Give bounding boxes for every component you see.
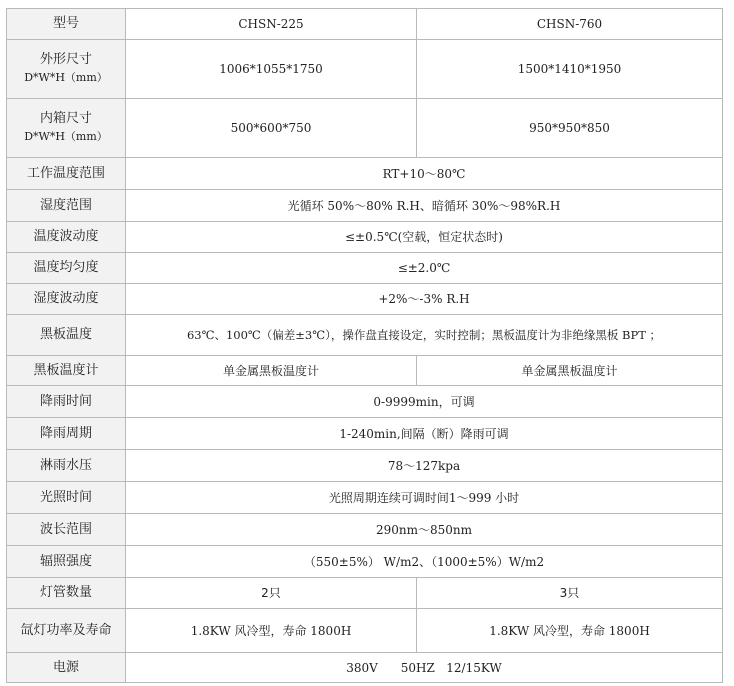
work-temp-range-value: RT+10～80℃ — [126, 158, 723, 190]
xenon-power-label: 氙灯功率及寿命 — [7, 609, 126, 653]
model-a-name: CHSN-225 — [126, 9, 417, 40]
rain-time-label: 降雨时间 — [7, 386, 126, 418]
wavelength-range-value: 290nm～850nm — [126, 514, 723, 546]
lamp-count-value-a: 2只 — [126, 578, 417, 609]
power-supply-value: 380V 50HZ 12/15KW — [126, 653, 723, 683]
table-row — [7, 609, 723, 653]
rain-pressure-value: 78～127kpa — [126, 450, 723, 482]
table-row — [7, 418, 723, 450]
model-b-name: CHSN-760 — [417, 9, 723, 40]
table-row — [7, 284, 723, 315]
table-row — [7, 450, 723, 482]
black-panel-temp-value: 63℃、100℃（偏差±3℃），操作盘直接设定，实时控制；黑板温度计为非绝缘黑板 BPT ； — [126, 315, 723, 356]
table-row — [7, 158, 723, 190]
outer-size-label-title: 外形尺寸 — [39, 52, 92, 67]
temp-fluctuation-label: 温度波动度 — [7, 222, 126, 253]
table-row — [7, 482, 723, 514]
table-row — [7, 253, 723, 284]
rain-cycle-value: 1-240min,间隔（断）降雨可调 — [126, 418, 723, 450]
light-time-label: 光照时间 — [7, 482, 126, 514]
spec-table-wrapper — [6, 8, 722, 683]
table-header-row — [7, 9, 723, 40]
irradiance-label: 辐照强度 — [7, 546, 126, 578]
humidity-fluctuation-label: 湿度波动度 — [7, 284, 126, 315]
table-row — [7, 99, 723, 158]
lamp-count-label: 灯管数量 — [7, 578, 126, 609]
wavelength-range-label: 波长范围 — [7, 514, 126, 546]
outer-size-value-a: 1006*1055*1750 — [126, 40, 417, 99]
temp-uniformity-label: 温度均匀度 — [7, 253, 126, 284]
work-temp-range-label: 工作温度范围 — [7, 158, 126, 190]
rain-time-value: 0-9999min，可调 — [126, 386, 723, 418]
humidity-range-label: 湿度范围 — [7, 190, 126, 222]
inner-size-value-a: 500*600*750 — [126, 99, 417, 158]
table-row — [7, 315, 723, 356]
light-time-value: 光照周期连续可调时间1～999 小时 — [126, 482, 723, 514]
table-row — [7, 386, 723, 418]
irradiance-value: （550±5%） W/m2、（1000±5%）W/m2 — [126, 546, 723, 578]
bp-thermometer-label: 黑板温度计 — [7, 356, 126, 386]
table-row — [7, 578, 723, 609]
inner-size-label — [7, 99, 126, 158]
bp-thermometer-value-a: 单金属黑板温度计 — [126, 356, 417, 386]
table-row — [7, 514, 723, 546]
power-supply-label: 电源 — [7, 653, 126, 683]
model-label: 型号 — [7, 9, 126, 40]
table-row — [7, 222, 723, 253]
table-row — [7, 356, 723, 386]
inner-size-value-b: 950*950*850 — [417, 99, 723, 158]
temp-uniformity-value: ≤±2.0℃ — [126, 253, 723, 284]
table-row — [7, 546, 723, 578]
table-row — [7, 653, 723, 683]
humidity-fluctuation-value: +2%～-3% R.H — [126, 284, 723, 315]
rain-cycle-label: 降雨周期 — [7, 418, 126, 450]
xenon-power-value-a: 1.8KW 风冷型，寿命 1800H — [126, 609, 417, 653]
inner-size-label-title: 内箱尺寸 — [39, 111, 92, 126]
table-row — [7, 190, 723, 222]
outer-size-label-unit: D*W*H（mm） — [24, 71, 108, 84]
outer-size-value-b: 1500*1410*1950 — [417, 40, 723, 99]
spec-table — [6, 8, 723, 683]
lamp-count-value-b: 3只 — [417, 578, 723, 609]
outer-size-label — [7, 40, 126, 99]
humidity-range-value: 光循环 50%～80% R.H、暗循环 30%～98%R.H — [126, 190, 723, 222]
table-row — [7, 40, 723, 99]
inner-size-label-unit: D*W*H（mm） — [24, 130, 108, 143]
rain-pressure-label: 淋雨水压 — [7, 450, 126, 482]
black-panel-temp-label: 黑板温度 — [7, 315, 126, 356]
bp-thermometer-value-b: 单金属黑板温度计 — [417, 356, 723, 386]
xenon-power-value-b: 1.8KW 风冷型，寿命 1800H — [417, 609, 723, 653]
temp-fluctuation-value: ≤±0.5℃(空载，恒定状态时) — [126, 222, 723, 253]
